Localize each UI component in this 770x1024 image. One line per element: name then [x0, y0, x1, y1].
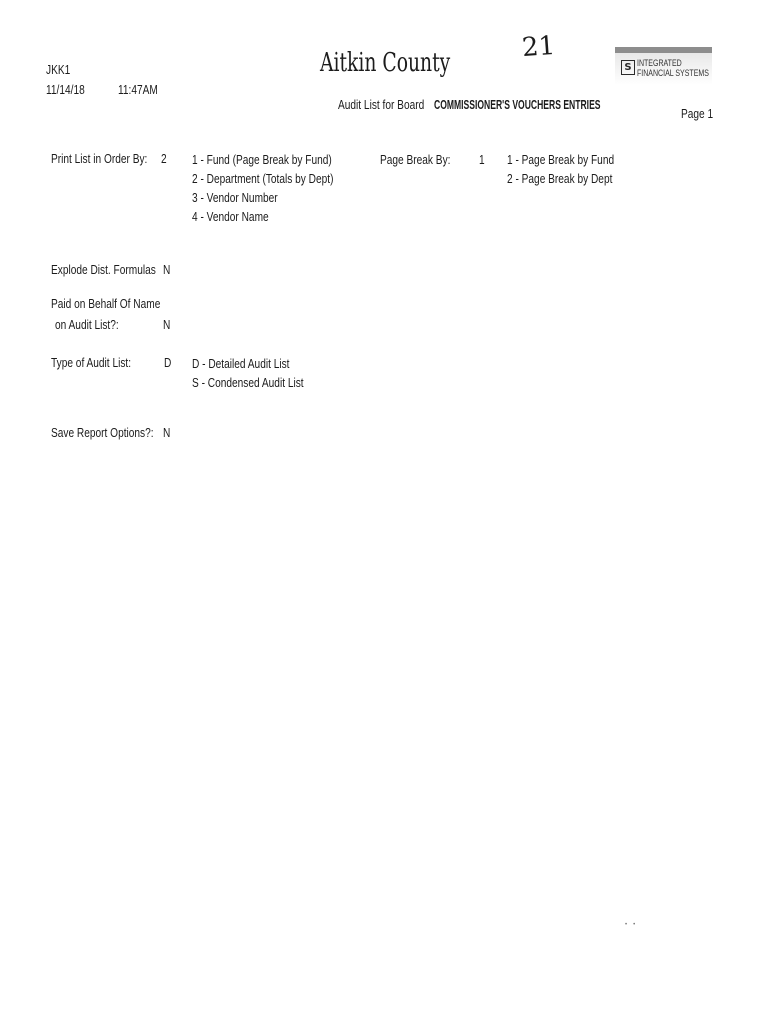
print-order-choice: 2 - Department (Totals by Dept): [192, 171, 334, 186]
audit-list-label: Audit List for Board: [338, 97, 425, 112]
user-id: JKK1: [46, 62, 71, 77]
paid-on-behalf-label-2: on Audit List?:: [55, 317, 119, 332]
save-options-label: Save Report Options?:: [51, 425, 154, 440]
handwritten-number: 21: [520, 30, 557, 64]
print-order-value: 2: [161, 151, 167, 166]
ifs-logo: [615, 47, 712, 85]
print-order-choice: 3 - Vendor Number: [192, 190, 278, 205]
audit-list-title: COMMISSIONER'S VOUCHERS ENTRIES: [434, 97, 601, 112]
county-title: Aitkin County: [320, 48, 451, 78]
ifs-logo-icon: S: [621, 60, 635, 75]
page-break-choice: 2 - Page Break by Dept: [507, 171, 613, 186]
audit-type-value: D: [164, 355, 172, 370]
explode-value: N: [163, 262, 171, 277]
page-number: Page 1: [681, 106, 714, 121]
ifs-logo-text: INTEGRATED FINANCIAL SYSTEMS: [637, 58, 709, 78]
report-time: 11:47AM: [118, 82, 158, 97]
print-order-label: Print List in Order By:: [51, 151, 148, 166]
save-options-value: N: [163, 425, 171, 440]
page-break-value: 1: [479, 152, 485, 167]
report-date: 11/14/18: [46, 82, 85, 97]
paid-on-behalf-value: N: [163, 317, 171, 332]
print-order-choice: 4 - Vendor Name: [192, 209, 269, 224]
print-order-choice: 1 - Fund (Page Break by Fund): [192, 152, 332, 167]
audit-type-choice: S - Condensed Audit List: [192, 375, 304, 390]
audit-type-label: Type of Audit List:: [51, 355, 132, 370]
audit-type-choice: D - Detailed Audit List: [192, 356, 290, 371]
page-break-choice: 1 - Page Break by Fund: [507, 152, 615, 167]
page-break-label: Page Break By:: [380, 152, 451, 167]
explode-label: Explode Dist. Formulas: [51, 262, 156, 277]
scan-specks: ••: [625, 922, 642, 928]
paid-on-behalf-label: Paid on Behalf Of Name: [51, 296, 161, 311]
